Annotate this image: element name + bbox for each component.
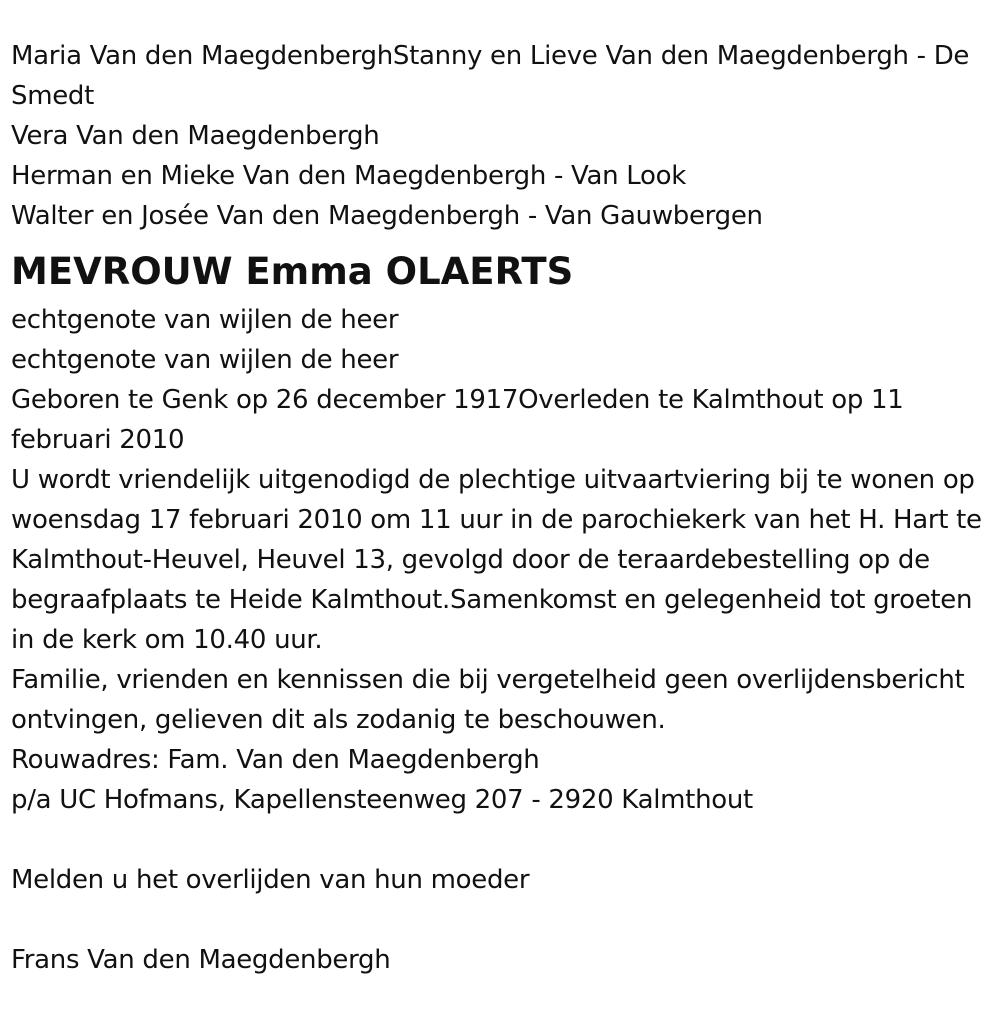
family-line-walter: Walter en Josée Van den Maegdenbergh - Van Gauwbergen: [11, 201, 763, 231]
address-line-1: Rouwadres: Fam. Van den Maegdenbergh: [11, 745, 540, 775]
deceased-name-heading: MEVROUW Emma OLAERTS: [11, 250, 574, 293]
ceremony-invitation-text: U wordt vriendelijk uitgenodigd de plechtige uitvaartviering bij te wonen op woensdag 17 februari 2010 om 11 uur in de parochiekerk van het H. Hart te Kalmthout-Heuvel, Heuvel 13, gevolgd door de teraardebestelling op de begraafplaats te Heide Kalmthout.Samenkomst en gelegenheid tot groeten in de kerk om 10.40 uur.: [11, 465, 982, 655]
birth-death-text: Geboren te Genk op 26 december 1917Overleden te Kalmthout op 11 februari 2010: [11, 385, 904, 455]
notice-text: Familie, vrienden en kennissen die bij vergetelheid geen overlijdensbericht ontvingen, gelieven dit als zodanig te beschouwen.: [11, 665, 965, 735]
address-line-2: p/a UC Hofmans, Kapellensteenweg 207 - 2920 Kalmthout: [11, 785, 753, 815]
deceased-details: [11, 300, 993, 460]
relation-line-2: echtgenote van wijlen de heer: [11, 345, 399, 375]
obituary-document: [11, 36, 993, 980]
relation-line-1: echtgenote van wijlen de heer: [11, 305, 399, 335]
family-line-vera: Vera Van den Maegdenbergh: [11, 121, 380, 151]
spacer: [11, 820, 993, 860]
spacer: [11, 900, 993, 940]
family-line-herman: Herman en Mieke Van den Maegdenbergh - Van Look: [11, 161, 686, 191]
announcement-text: Melden u het overlijden van hun moeder: [11, 865, 530, 895]
family-list-top: [11, 36, 993, 236]
family-line-maria-stanny: Maria Van den MaegdenberghStanny en Lieve Van den Maegdenbergh - De Smedt: [11, 41, 970, 111]
mourning-address: [11, 740, 993, 820]
signatory-name: Frans Van den Maegdenbergh: [11, 945, 391, 975]
